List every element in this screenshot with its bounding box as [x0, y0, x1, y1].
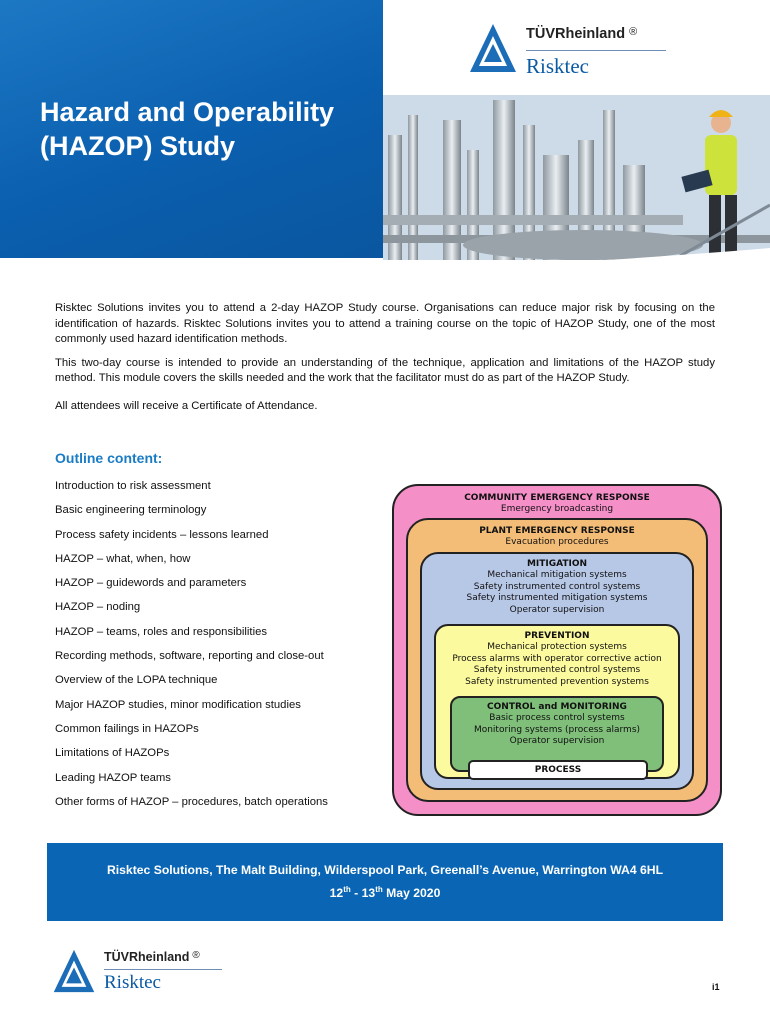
layer-line: Safety instrumented mitigation systems — [466, 593, 648, 603]
registered-mark: ® — [192, 950, 200, 961]
date-month-year: May 2020 — [382, 886, 441, 901]
header-curve — [0, 196, 770, 276]
list-item: Major HAZOP studies, minor modification studies — [55, 698, 301, 711]
intro-section — [55, 301, 715, 422]
layer-heading: PROCESS — [534, 765, 582, 775]
layer-heading: CONTROL and MONITORING — [487, 702, 627, 712]
list-item: Introduction to risk assessment — [55, 480, 211, 492]
list-item: HAZOP – noding — [55, 601, 141, 614]
list-item: HAZOP – teams, roles and responsibilities — [55, 625, 268, 638]
layer-line: Safety instrumented control systems — [473, 665, 641, 675]
list-item: Process safety incidents – lessons learned — [55, 528, 269, 541]
logo-top — [468, 22, 698, 84]
layer-line: Operator supervision — [509, 736, 605, 746]
layer-line: Monitoring systems (process alarms) — [473, 724, 641, 735]
page-title: Hazard and Operability (HAZOP) Study — [40, 97, 335, 161]
date-separator: - — [350, 886, 362, 901]
layer-heading: MITIGATION — [526, 559, 588, 569]
list-item: Limitations of HAZOPs — [55, 747, 170, 760]
logo-bottom — [52, 948, 252, 998]
page-number: i1 — [712, 982, 720, 992]
layer-line: Operator supervision — [509, 604, 605, 615]
logo-tuv-text: TÜVRheinland — [104, 950, 190, 964]
venue-address: Risktec Solutions, The Malt Building, Wilderspool Park, Greenall’s Avenue, Warrington WA4 6HL — [106, 863, 664, 877]
date-start-suffix: th — [343, 885, 351, 894]
list-item: Common failings in HAZOPs — [55, 722, 199, 735]
layer-line: Mechanical protection systems — [487, 642, 627, 652]
tuv-triangle-icon — [468, 22, 518, 74]
list-item: Other forms of HAZOP – procedures, batch operations — [55, 795, 328, 808]
intro-paragraph: All attendees will receive a Certificate of Attendance. — [55, 399, 318, 412]
layer-process — [468, 760, 648, 780]
intro-paragraph: This two-day course is intended to provide an understanding of the technique, application and limitations of the HAZOP study method. This module covers the skills needed and the work that the facilitator must do as part of the HAZOP Study. — [55, 356, 715, 384]
course-dates — [47, 885, 723, 900]
list-item: HAZOP – guidewords and parameters — [55, 577, 247, 590]
list-item: Leading HAZOP teams — [55, 771, 171, 784]
date-end-suffix: th — [375, 885, 383, 894]
venue-banner — [47, 843, 723, 921]
date-start: 12 — [329, 886, 344, 901]
intro-paragraph: Risktec Solutions invites you to attend a 2-day HAZOP Study course. Organisations can reduce major risk by focusing on the identification of hazards. Risktec Solutions invites you to attend a training course on the topic of HAZOP Study, one of the most commonly used hazard identification methods. — [55, 302, 715, 345]
protection-layers-diagram — [392, 484, 722, 816]
layer-line: Emergency broadcasting — [500, 504, 614, 514]
tuv-triangle-icon — [52, 948, 96, 994]
layer-heading: PREVENTION — [524, 631, 590, 641]
layer-line: Safety instrumented prevention systems — [465, 676, 649, 687]
layer-heading: COMMUNITY EMERGENCY RESPONSE — [464, 493, 650, 503]
date-end: 13 — [361, 886, 376, 901]
registered-mark: ® — [629, 26, 638, 38]
layer-line: Mechanical mitigation systems — [487, 570, 627, 580]
layer-heading: PLANT EMERGENCY RESPONSE — [479, 526, 635, 536]
layer-line: Safety instrumented control systems — [473, 581, 641, 592]
outline-list — [55, 479, 385, 819]
layer-line: Process alarms with operator corrective action — [452, 653, 662, 664]
layer-line: Basic process control systems — [489, 713, 625, 723]
list-item: Recording methods, software, reporting and close-out — [55, 650, 324, 663]
list-item: Basic engineering terminology — [55, 504, 207, 517]
logo-brand-text: Risktec — [526, 54, 589, 78]
list-item: Overview of the LOPA technique — [55, 674, 218, 687]
list-item: HAZOP – what, when, how — [55, 552, 191, 565]
layer-line: Evacuation procedures — [505, 537, 609, 547]
outline-heading: Outline content: — [55, 450, 163, 466]
logo-brand-text: Risktec — [104, 972, 161, 993]
logo-tuv-text: TÜVRheinland — [526, 26, 626, 42]
